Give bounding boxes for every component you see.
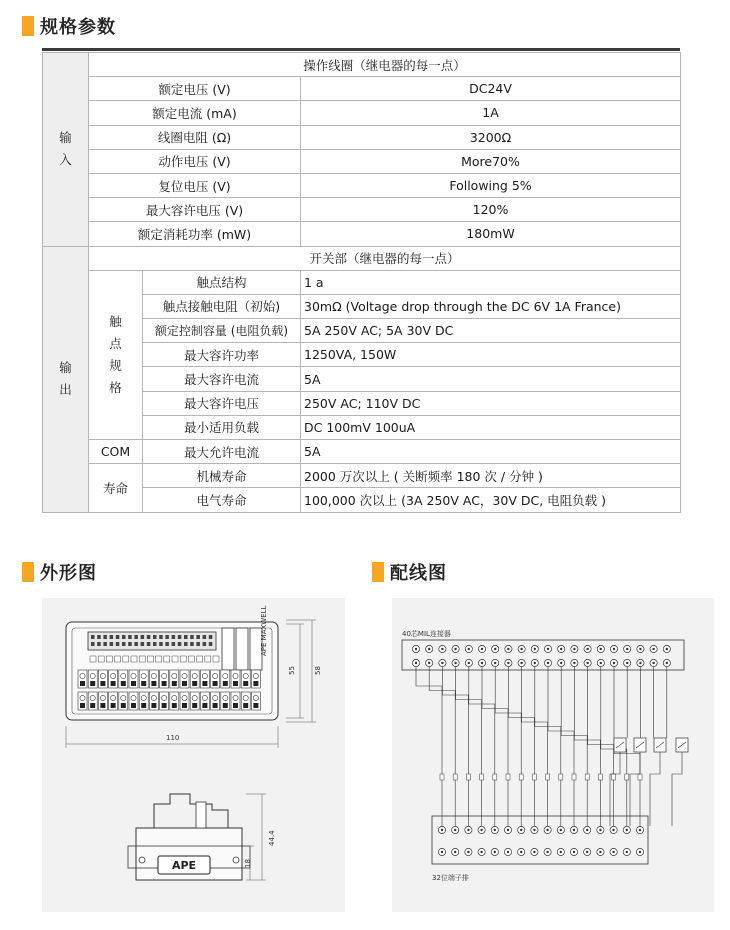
connector-pin-dot — [573, 648, 575, 650]
terminal-clamp — [213, 681, 218, 686]
table-row — [43, 270, 681, 294]
terminal-pin-dot — [520, 829, 522, 831]
diode-symbol — [638, 774, 642, 780]
terminal-clamp — [131, 681, 136, 686]
row-value: 120% — [301, 198, 681, 222]
diode-symbol — [519, 774, 523, 780]
terminal-pin-dot — [454, 829, 456, 831]
connector-pin — [128, 642, 132, 646]
side-view-top-profile — [154, 794, 228, 828]
connector-pin-dot — [507, 648, 509, 650]
wiring-diagram — [392, 598, 714, 912]
output-header-row — [43, 246, 681, 270]
row-label: 线圈电阻 (Ω) — [89, 125, 301, 149]
terminal-clamp — [253, 681, 258, 686]
connector-pin — [134, 642, 138, 646]
row-label: 最大容许电压 — [143, 391, 301, 415]
diode-symbol — [532, 774, 536, 780]
connector-pin-dot — [520, 648, 522, 650]
connector-pin — [153, 635, 157, 639]
diode-symbol — [440, 774, 444, 780]
terminal-clamp — [233, 681, 238, 686]
connector-pin-dot — [613, 662, 615, 664]
contact-group-cell — [89, 270, 143, 439]
row-label: 最大允许电流 — [143, 440, 301, 464]
terminal-clamp — [202, 703, 207, 708]
dim-h1: 55 — [288, 666, 296, 675]
led-indicator — [188, 656, 194, 662]
section-specs-heading — [22, 14, 116, 38]
terminal-clamp — [253, 703, 258, 708]
diode-symbol — [506, 774, 510, 780]
row-value: 2000 万次以上 ( 关断频率 180 次 / 分钟 ) — [301, 464, 681, 488]
wire-bundle — [416, 667, 667, 826]
diode-symbol — [480, 774, 484, 780]
section-outline-heading — [22, 560, 97, 584]
terminal-clamp — [141, 703, 146, 708]
terminal-clamp — [121, 703, 126, 708]
connector-pin — [172, 635, 176, 639]
row-label: 动作电压 (V) — [89, 149, 301, 173]
connector-pin-dot — [652, 648, 654, 650]
terminal-pin-dot — [494, 829, 496, 831]
table-row — [43, 222, 681, 246]
wire — [630, 752, 640, 826]
led-indicator — [205, 656, 211, 662]
connector-pin-dot — [534, 648, 536, 650]
terminal-clamp — [100, 681, 105, 686]
led-indicator — [139, 656, 145, 662]
input-group-char: 输 — [59, 130, 72, 146]
connector-pin-dot — [626, 662, 628, 664]
row-value: More70% — [301, 149, 681, 173]
terminal-pin-dot — [573, 851, 575, 853]
row-value: 3200Ω — [301, 125, 681, 149]
led-indicator — [156, 656, 162, 662]
table-row — [43, 125, 681, 149]
terminal-pin-dot — [599, 851, 601, 853]
table-row — [43, 149, 681, 173]
connector-pin-dot — [454, 648, 456, 650]
terminal-clamp — [100, 703, 105, 708]
terminal-pin-dot — [467, 851, 469, 853]
led-indicator — [147, 656, 153, 662]
section-outline-title: 外形图 — [40, 563, 97, 584]
led-indicator — [180, 656, 186, 662]
terminal-pin-dot — [507, 851, 509, 853]
terminal-pin-dot — [507, 829, 509, 831]
terminal-pin-dot — [586, 851, 588, 853]
terminal-pin-dot — [586, 829, 588, 831]
led-indicator — [197, 656, 203, 662]
contact-group-char: 点 — [109, 335, 122, 351]
dim-side-base: 18 — [244, 859, 252, 868]
connector-pin-dot — [428, 648, 430, 650]
connector-pin — [165, 642, 169, 646]
wire — [610, 752, 620, 826]
table-row — [43, 173, 681, 197]
connector-pin — [110, 635, 114, 639]
connector-pin — [153, 642, 157, 646]
connector-pin — [190, 642, 194, 646]
outline-drawing-panel — [42, 598, 345, 912]
connector-pin-dot — [441, 648, 443, 650]
connector-pin-dot — [494, 648, 496, 650]
connector-pin-dot — [415, 648, 417, 650]
row-value: 1250VA, 150W — [301, 343, 681, 367]
section-specs-title: 规格参数 — [40, 17, 116, 38]
connector-pin — [172, 642, 176, 646]
terminal-clamp — [111, 681, 116, 686]
terminal-pin-dot — [441, 829, 443, 831]
connector-pin — [147, 635, 151, 639]
connector-pin — [141, 635, 145, 639]
connector-pin — [103, 642, 107, 646]
relay-outline — [222, 628, 234, 670]
connector-pin-dot — [454, 662, 456, 664]
terminal-pins — [438, 826, 643, 855]
connector-pin — [196, 635, 200, 639]
row-value: 250V AC; 110V DC — [301, 391, 681, 415]
connector-pin-dot — [481, 662, 483, 664]
output-header: 开关部（继电器的每一点） — [89, 246, 681, 270]
connector-pin — [159, 635, 163, 639]
section-marker — [22, 562, 34, 582]
connector-pin-dot — [534, 662, 536, 664]
dim-h2: 58 — [314, 666, 322, 675]
side-view-relay — [196, 802, 206, 828]
terminal-pin-dot — [520, 851, 522, 853]
led-indicator — [164, 656, 170, 662]
connector-pin-dot — [652, 662, 654, 664]
table-row — [43, 101, 681, 125]
row-label: 触点接触电阻（初始) — [143, 294, 301, 318]
diode-symbol — [493, 774, 497, 780]
diode-symbol — [612, 774, 616, 780]
connector-pin — [147, 642, 151, 646]
terminal-clamp — [243, 703, 248, 708]
row-value: DC24V — [301, 77, 681, 101]
row-label: 额定电流 (mA) — [89, 101, 301, 125]
terminal-clamp — [182, 703, 187, 708]
connector-pin — [178, 635, 182, 639]
connector-pin — [91, 642, 95, 646]
connector-pin — [122, 635, 126, 639]
connector-pin-dot — [547, 648, 549, 650]
terminal-pin-dot — [560, 829, 562, 831]
terminal-clamp — [162, 703, 167, 708]
terminal-pin-dot — [599, 829, 601, 831]
connector-pin — [134, 635, 138, 639]
connector-pin-dot — [600, 662, 602, 664]
diode-symbol — [453, 774, 457, 780]
terminal-pin-dot — [546, 851, 548, 853]
connector-label: 40芯MIL连接器 — [402, 630, 451, 638]
connector-pin — [110, 642, 114, 646]
connector-pin-dot — [586, 662, 588, 664]
terminal-pin-dot — [480, 851, 482, 853]
section-wiring-title: 配线图 — [390, 563, 447, 584]
terminal-clamp — [90, 681, 95, 686]
relay-outline — [236, 628, 248, 670]
connector-pin-dot — [573, 662, 575, 664]
output-group-char: 输 — [59, 360, 72, 376]
spec-table — [42, 52, 681, 513]
connector-pin-dot — [468, 662, 470, 664]
connector-pin-dot — [560, 648, 562, 650]
table-row — [43, 198, 681, 222]
connector-pin — [209, 635, 213, 639]
led-indicator — [123, 656, 129, 662]
row-label: 复位电压 (V) — [89, 173, 301, 197]
connector-pin-dot — [613, 648, 615, 650]
row-value: 1A — [301, 101, 681, 125]
section-wiring-heading — [372, 560, 447, 584]
terminal-clamp — [223, 703, 228, 708]
led-indicator — [106, 656, 112, 662]
life-group-cell: 寿命 — [89, 464, 143, 512]
connector-pin-dot — [415, 662, 417, 664]
row-label: 最大容许电压 (V) — [89, 198, 301, 222]
terminal-clamp — [121, 681, 126, 686]
connector-pin-dot — [639, 662, 641, 664]
relay-symbols — [610, 738, 688, 826]
terminal-pin-dot — [639, 829, 641, 831]
terminal-clamp — [213, 703, 218, 708]
terminal-clamp — [80, 703, 85, 708]
wire — [672, 752, 682, 826]
terminal-clamp — [172, 703, 177, 708]
terminal-pin-dot — [546, 829, 548, 831]
connector-pin — [196, 642, 200, 646]
connector-pin — [97, 635, 101, 639]
led-indicator — [172, 656, 178, 662]
row-value: 30mΩ (Voltage drop through the DC 6V 1A France) — [301, 294, 681, 318]
terminal-pin-dot — [626, 829, 628, 831]
terminal-pin-dot — [533, 829, 535, 831]
connector-pin-dot — [481, 648, 483, 650]
connector-pin — [116, 635, 120, 639]
connector-pin — [184, 642, 188, 646]
terminal-label: 32位端子排 — [432, 874, 469, 882]
terminal-clamp — [80, 681, 85, 686]
row-label: 最小适用负载 — [143, 415, 301, 439]
terminal-clamp — [131, 703, 136, 708]
diode-symbol — [466, 774, 470, 780]
input-header-row — [43, 53, 681, 77]
diode-symbol — [598, 774, 602, 780]
connector-pin — [97, 642, 101, 646]
connector-pin — [190, 635, 194, 639]
connector-pin — [122, 642, 126, 646]
terminal-pin-dot — [626, 851, 628, 853]
connector-pin-dot — [586, 648, 588, 650]
terminal-pin-dot — [573, 829, 575, 831]
connector-pin-dot — [428, 662, 430, 664]
terminal-pin-dot — [560, 851, 562, 853]
connector-pin — [184, 635, 188, 639]
table-row — [43, 77, 681, 101]
terminal-pin-dot — [533, 851, 535, 853]
diode-symbol — [585, 774, 589, 780]
row-label: 电气寿命 — [143, 488, 301, 512]
connector-pin — [116, 642, 120, 646]
dim-width: 110 — [166, 734, 180, 742]
connector-pin — [141, 642, 145, 646]
section-marker — [22, 16, 34, 36]
mil-connector-outline — [88, 632, 216, 650]
terminal-pin-dot — [454, 851, 456, 853]
row-value: 100,000 次以上 (3A 250V AC，30V DC, 电阻负载 ) — [301, 488, 681, 512]
connector-pin — [203, 635, 207, 639]
wire — [416, 667, 442, 826]
terminal-clamp — [243, 681, 248, 686]
connector-pin-dot — [507, 662, 509, 664]
row-value: 5A — [301, 440, 681, 464]
connector-pins — [412, 645, 670, 666]
input-header: 操作线圈（继电器的每一点） — [89, 53, 681, 77]
led-indicator — [115, 656, 121, 662]
connector-pin-dot — [520, 662, 522, 664]
diode-symbol — [559, 774, 563, 780]
row-label: 最大容许电流 — [143, 367, 301, 391]
terminal-clamp — [202, 681, 207, 686]
outline-drawing — [42, 598, 345, 912]
connector-pin — [159, 642, 163, 646]
connector-pin-dot — [639, 648, 641, 650]
connector-pin-dot — [560, 662, 562, 664]
terminal-clamp — [182, 681, 187, 686]
table-top-rule — [42, 48, 680, 51]
row-label: 额定电压 (V) — [89, 77, 301, 101]
row-label: 额定消耗功率 (mW) — [89, 222, 301, 246]
connector-pin-dot — [600, 648, 602, 650]
com-group-cell: COM — [89, 440, 143, 464]
row-value: 1 a — [301, 270, 681, 294]
contact-group-char: 格 — [109, 379, 122, 395]
wire — [650, 752, 660, 826]
terminal-clamp — [162, 681, 167, 686]
terminal-clamp — [172, 681, 177, 686]
connector-pin — [128, 635, 132, 639]
terminal-clamp — [151, 703, 156, 708]
input-group-char: 入 — [59, 152, 72, 168]
connector-pin-dot — [494, 662, 496, 664]
led-indicator — [131, 656, 137, 662]
table-row — [43, 440, 681, 464]
connector-pin — [209, 642, 213, 646]
table-row — [43, 464, 681, 488]
row-label: 最大容许功率 — [143, 343, 301, 367]
terminal-pin-dot — [441, 851, 443, 853]
wiring-diagram-panel — [392, 598, 714, 912]
connector-pin-dot — [547, 662, 549, 664]
connector-pin — [91, 635, 95, 639]
row-value: 5A — [301, 367, 681, 391]
terminal-clamp — [233, 703, 238, 708]
terminal-clamp — [111, 703, 116, 708]
connector-pin — [178, 642, 182, 646]
output-group-char: 出 — [59, 382, 72, 398]
terminal-clamp — [192, 681, 197, 686]
connector-pin-dot — [441, 662, 443, 664]
row-label: 机械寿命 — [143, 464, 301, 488]
terminal-clamp — [192, 703, 197, 708]
terminal-clamp — [141, 681, 146, 686]
row-label: 触点结构 — [143, 270, 301, 294]
brand-top-text: APE MAXWELL — [260, 605, 268, 656]
row-value: DC 100mV 100uA — [301, 415, 681, 439]
row-label: 额定控制容量 (电阻负载) — [143, 319, 301, 343]
connector-pin-dot — [666, 662, 668, 664]
led-indicator — [98, 656, 104, 662]
input-group-cell — [43, 53, 89, 247]
connector-pin — [165, 635, 169, 639]
led-indicator — [213, 656, 219, 662]
led-indicator — [90, 656, 96, 662]
terminal-strip-block — [432, 816, 648, 864]
terminal-pin-dot — [639, 851, 641, 853]
connector-pin-dot — [626, 648, 628, 650]
connector-pin — [203, 642, 207, 646]
row-value: 180mW — [301, 222, 681, 246]
diode-symbol — [625, 774, 629, 780]
terminal-clamp — [151, 681, 156, 686]
section-marker — [372, 562, 384, 582]
terminal-clamp — [90, 703, 95, 708]
row-value: Following 5% — [301, 173, 681, 197]
terminal-pin-dot — [480, 829, 482, 831]
terminal-pin-dot — [612, 829, 614, 831]
brand-side-text: APE — [171, 859, 197, 872]
diode-symbol — [546, 774, 550, 780]
contact-group-char: 触 — [109, 313, 122, 329]
connector-pin-dot — [666, 648, 668, 650]
terminal-pin-dot — [494, 851, 496, 853]
row-value: 5A 250V AC; 5A 30V DC — [301, 319, 681, 343]
terminal-clamp — [223, 681, 228, 686]
terminal-pin-dot — [612, 851, 614, 853]
connector-pin — [103, 635, 107, 639]
dim-side-h: 44.4 — [268, 830, 276, 846]
contact-group-char: 规 — [109, 357, 122, 373]
diode-symbol — [572, 774, 576, 780]
terminal-pin-dot — [467, 829, 469, 831]
connector-pin-dot — [468, 648, 470, 650]
output-group-cell — [43, 246, 89, 512]
